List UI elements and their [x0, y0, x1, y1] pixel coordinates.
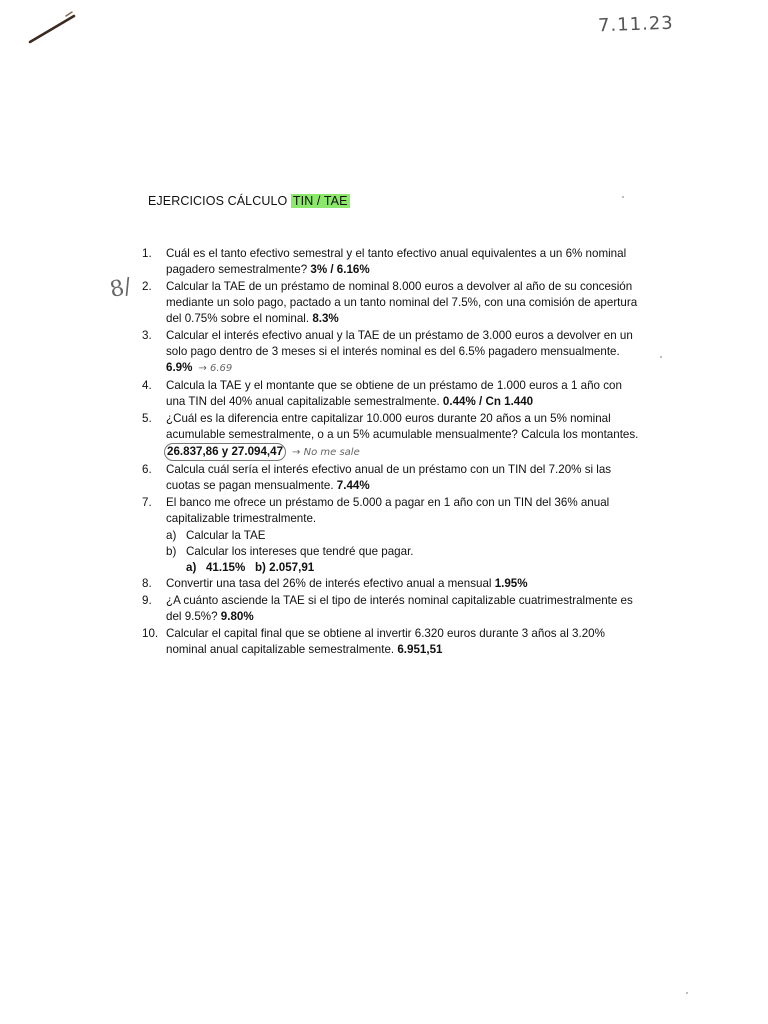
handwritten-note: → No me sale [292, 447, 360, 458]
exercise-item [142, 378, 642, 410]
exercise-text: ¿Cuál es la diferencia entre capitalizar 10.000 euros durante 20 años a un 5% nominal acumulable semestralmente, o a un 5% acumulable mensualmente? Calcula los montantes.26.837,86 y 27.094,47 → No me sale [166, 411, 642, 461]
exercise-subitem [166, 528, 642, 544]
exercise-list [142, 246, 642, 659]
exercise-answer: 7.44% [336, 479, 370, 492]
exercise-number: 7. [142, 496, 152, 509]
subitem-letter: a) [166, 529, 177, 542]
exercise-item [142, 328, 642, 377]
exercise-number: 4. [142, 379, 152, 392]
exercise-text: Cuál es el tanto efectivo semestral y el tanto efectivo anual equivalentes a un 6% nominal pagadero semestralmente? 3% / 6.16% [166, 247, 627, 276]
exercise-item [142, 576, 642, 592]
exercise-number: 10. [142, 627, 159, 640]
exercise-number: 2. [142, 280, 152, 293]
subitem-letter: b) [166, 545, 177, 558]
exercise-answer: 6.9% [166, 361, 193, 374]
exercise-item [142, 593, 642, 625]
title-highlight: TIN / TAE [292, 194, 348, 208]
exercise-text: Calcula cuál sería el interés efectivo anual de un préstamo con un TIN del 7.20% si las cuotas se pagan mensualmente. 7.44% [166, 463, 612, 492]
handwritten-date: 7.11.23 [597, 12, 675, 37]
exercise-answer: 6.951,51 [397, 643, 443, 656]
exercise-number: 3. [142, 329, 152, 342]
exercise-subitem [166, 544, 642, 560]
exercise-number: 8. [142, 577, 152, 590]
exercise-item [142, 279, 642, 327]
exercise-item [142, 626, 642, 658]
exercise-answer: 9.80% [220, 610, 254, 623]
exercise-text: Calcular el interés efectivo anual y la TAE de un préstamo de 3.000 euros a devolver en un solo pago dentro de 3 meses si el interés nominal es del 6.5% pagadero mensualmente. 6.9% → 6.69 [166, 329, 633, 374]
exercise-number: 9. [142, 594, 152, 607]
exercise-answer: 8.3% [312, 312, 339, 325]
exercise-item [142, 246, 642, 278]
page-title [148, 194, 350, 208]
handwritten-margin-note: 8/ [107, 274, 134, 303]
subitem-text: Calcular los intereses que tendré que pagar. [186, 545, 414, 558]
exercise-text: Convertir una tasa del 26% de interés efectivo anual a mensual 1.95% [166, 577, 528, 590]
exercise-text: El banco me ofrece un préstamo de 5.000 a pagar en 1 año con un TIN del 36% anual capitalizable trimestralmente. [166, 496, 610, 525]
exercise-text: Calcular el capital final que se obtiene al invertir 6.320 euros durante 3 años al 3.20% nominal anual capitalizable semestralmente. 6.951,51 [166, 627, 605, 656]
exercise-item [142, 462, 642, 494]
title-prefix: EJERCICIOS CÁLCULO [148, 194, 291, 208]
exercise-item [142, 411, 642, 461]
exercise-answer: 0.44% / Cn 1.440 [442, 395, 534, 408]
scan-speck [686, 992, 688, 994]
scan-speck [660, 356, 662, 358]
exercise-item [142, 495, 642, 527]
exercise-number: 6. [142, 463, 152, 476]
exercise-text: Calcular la TAE de un préstamo de nominal 8.000 euros a devolver al año de su concesión mediante un solo pago, pactado a un tanto nominal del 7.5%, con una comisión de apertura del 0.75% sobre el nominal. 8.3% [166, 280, 638, 325]
handwritten-note: → 6.69 [198, 363, 233, 374]
pen-stroke-mark [28, 10, 78, 50]
exercise-text: Calcula la TAE y el montante que se obtiene de un préstamo de 1.000 euros a 1 año con una TIN del 40% anual capitalizable semestralmente. 0.44% / Cn 1.440 [166, 379, 622, 408]
exercise7-answers: a) 41.15% b) 2.057,91 [186, 561, 315, 574]
exercise-answer: 3% / 6.16% [310, 263, 370, 276]
subitem-text: Calcular la TAE [186, 529, 266, 542]
exercise-text: ¿A cuánto asciende la TAE si el tipo de interés nominal capitalizable cuatrimestralmente es del 9.5%? 9.80% [166, 594, 633, 623]
exercise-number: 5. [142, 412, 152, 425]
exercise-answer: 1.95% [494, 577, 528, 590]
exercise-number: 1. [142, 247, 152, 260]
scan-speck [622, 196, 624, 198]
exercise-answer: 26.837,86 y 27.094,47 [164, 443, 286, 461]
